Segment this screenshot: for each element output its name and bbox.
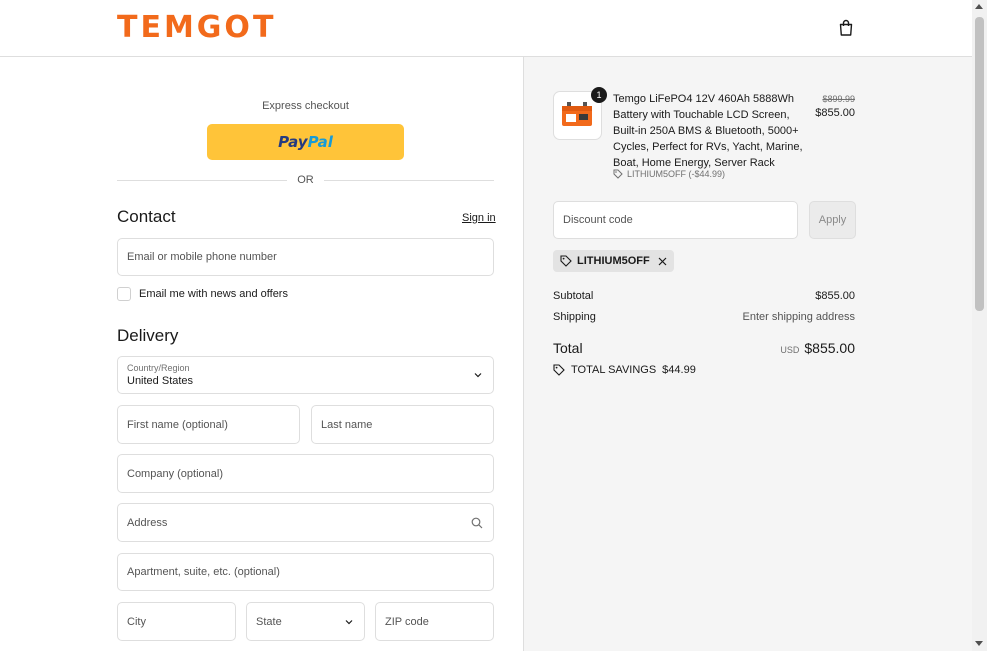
- delivery-title: Delivery: [117, 326, 179, 345]
- chevron-down-icon: [344, 617, 354, 627]
- tag-icon: [613, 169, 623, 179]
- final-price: $855.00: [815, 107, 855, 119]
- newsletter-row: [117, 287, 288, 301]
- scrollbar-thumb[interactable]: [975, 17, 984, 311]
- country-value: United States: [127, 375, 194, 387]
- paypal-logo-part2: Pal: [307, 133, 333, 151]
- express-checkout-label: Express checkout: [262, 100, 349, 112]
- discount-code-placeholder: Discount code: [563, 214, 633, 226]
- original-price: $899.99: [822, 94, 855, 104]
- scroll-down-arrow-icon[interactable]: [975, 641, 983, 646]
- company-field[interactable]: [117, 454, 494, 493]
- first-name-field[interactable]: [117, 405, 300, 444]
- shopping-bag-icon[interactable]: [836, 18, 856, 38]
- paypal-logo-part1: Pay: [278, 133, 308, 151]
- zip-placeholder: ZIP code: [385, 615, 429, 628]
- shipping-label: Shipping: [553, 311, 596, 323]
- checkout-form: [0, 57, 523, 651]
- zip-field[interactable]: [375, 602, 494, 641]
- sign-in-link[interactable]: Sign in: [462, 212, 496, 224]
- savings-label: TOTAL SAVINGS: [571, 364, 657, 376]
- total-amount: [780, 340, 855, 356]
- address-placeholder: Address: [127, 516, 168, 529]
- scroll-up-arrow-icon[interactable]: [975, 4, 983, 9]
- last-name-placeholder: Last name: [321, 418, 373, 431]
- apartment-field[interactable]: [117, 553, 494, 591]
- savings-value: $44.99: [662, 364, 696, 376]
- first-name-placeholder: First name (optional): [127, 418, 228, 431]
- subtotal-label: Subtotal: [553, 290, 594, 302]
- store-logo[interactable]: TEMGOT: [117, 10, 277, 45]
- applied-discount-chip: [553, 250, 674, 272]
- applied-discount-code: LITHIUM5OFF: [577, 255, 650, 267]
- or-divider: [117, 173, 494, 187]
- total-value: $855.00: [804, 340, 855, 356]
- page-scrollbar[interactable]: [972, 0, 987, 651]
- apartment-placeholder: Apartment, suite, etc. (optional): [127, 566, 280, 578]
- country-label: Country/Region: [127, 363, 190, 373]
- remove-discount-icon[interactable]: [658, 257, 667, 266]
- shipping-value: Enter shipping address: [742, 311, 855, 323]
- apply-button[interactable]: Apply: [809, 201, 856, 239]
- email-placeholder: Email or mobile phone number: [127, 251, 277, 263]
- contact-title: Contact: [117, 207, 176, 226]
- address-field[interactable]: [117, 503, 494, 542]
- total-savings: [553, 364, 696, 376]
- total-label: Total: [553, 340, 583, 356]
- product-discount-text: LITHIUM5OFF (-$44.99): [627, 169, 726, 179]
- product-discount: [613, 169, 725, 179]
- tag-icon: [553, 364, 565, 376]
- total-currency: USD: [780, 345, 800, 355]
- paypal-button[interactable]: [207, 124, 404, 160]
- city-placeholder: City: [127, 615, 146, 628]
- state-placeholder: State: [256, 615, 282, 628]
- newsletter-label: Email me with news and offers: [139, 288, 288, 300]
- newsletter-checkbox[interactable]: [117, 287, 131, 301]
- company-placeholder: Company (optional): [127, 467, 223, 480]
- or-text: OR: [297, 174, 314, 186]
- country-select[interactable]: [117, 356, 494, 394]
- quantity-badge: 1: [591, 87, 607, 103]
- state-select[interactable]: [246, 602, 365, 641]
- city-field[interactable]: [117, 602, 236, 641]
- tag-icon: [560, 255, 572, 267]
- email-field[interactable]: [117, 238, 494, 276]
- order-summary: [523, 57, 972, 651]
- divider-line-right: [324, 180, 494, 181]
- product-title: Temgo LiFePO4 12V 460Ah 5888Wh Battery with Touchable LCD Screen, Built-in 250A BMS & Bluetooth, 5000+ Cycles, Perfect for RVs, Yacht, Marine, Boat, Home Energy, Server Rack: [613, 93, 803, 169]
- search-icon: [471, 517, 483, 529]
- subtotal-value: $855.00: [815, 290, 855, 302]
- discount-code-field[interactable]: [553, 201, 798, 239]
- product-thumbnail: [553, 91, 602, 140]
- last-name-field[interactable]: [311, 405, 494, 444]
- chevron-down-icon: [473, 370, 483, 380]
- site-header: [0, 0, 972, 57]
